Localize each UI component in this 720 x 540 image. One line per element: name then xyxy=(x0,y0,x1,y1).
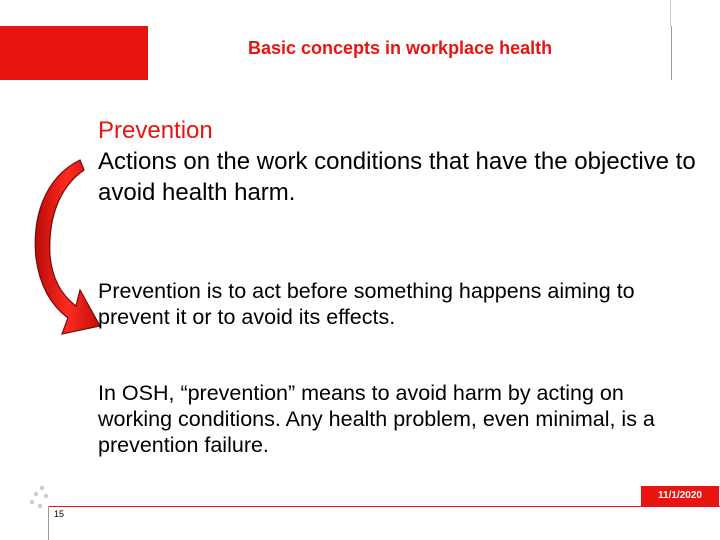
curved-arrow-icon xyxy=(22,158,102,354)
prevention-paragraph: Prevention is to act before something happens aiming to prevent it or to avoid its effects. xyxy=(98,279,635,329)
page-number: 15 xyxy=(54,509,65,519)
osh-paragraph: In OSH, “prevention” means to avoid harm by acting on working conditions. Any health problem, even minimal, is a prevention failure. xyxy=(98,381,655,457)
footer-vertical-divider xyxy=(48,506,49,540)
header-title: Basic concepts in workplace health xyxy=(248,38,553,58)
section-heading: Prevention xyxy=(98,117,213,144)
institute-logo-icon xyxy=(172,31,216,77)
definition-text: Actions on the work conditions that have the objective to avoid health harm. xyxy=(98,148,696,206)
header-red-band xyxy=(0,26,148,80)
header-top-divider xyxy=(670,0,671,26)
header-bar xyxy=(0,26,672,80)
slide-content xyxy=(98,116,698,457)
decorative-dots-icon xyxy=(28,484,58,512)
date-badge: 11/1/2020 xyxy=(641,486,719,506)
footer-divider xyxy=(48,506,720,507)
